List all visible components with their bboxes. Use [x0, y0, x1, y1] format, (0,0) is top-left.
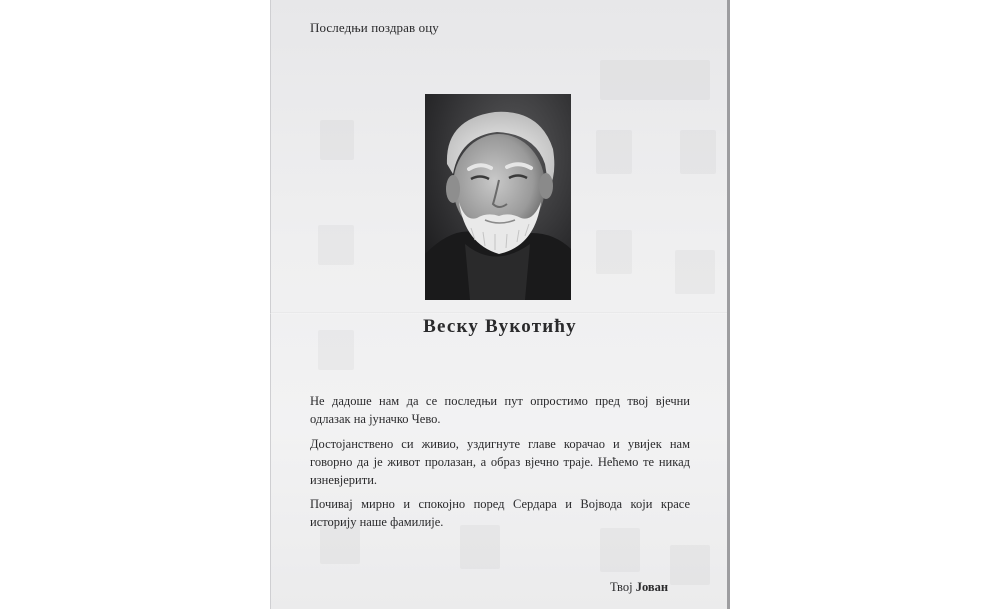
- paragraph-3: Почивај мирно и спокојно поред Сердара и Војвода који красе историју наше фамилије.: [310, 497, 690, 529]
- bleed-through-right-4: [596, 230, 632, 274]
- portrait-photo: [425, 94, 571, 300]
- paragraph-2: Достојанствено си живио, уздигнуте главе корачао и увијек нам говорно да је живот пролазан, а образ вјечно траје. Нећемо те никад изневјерити.: [310, 437, 690, 487]
- header-text: Последњи поздрав оцу: [310, 20, 439, 35]
- bleed-through-right-1: [600, 60, 710, 100]
- bleed-through-right-5: [675, 250, 715, 294]
- portrait-illustration: [425, 94, 571, 300]
- obituary-page: [270, 0, 730, 609]
- bleed-through-right-2: [596, 130, 632, 174]
- bleed-through-bottom-4: [670, 545, 710, 585]
- bleed-through-left-2: [318, 225, 354, 265]
- signature-prefix: Твој: [610, 580, 633, 594]
- paragraph-1: Не дадоше нам да се последњи пут опростимо пред твој вјечни одлазак на јуначко Чево.: [310, 394, 690, 426]
- bleed-through-bottom-2: [460, 525, 500, 569]
- bleed-through-left-1: [320, 120, 354, 160]
- paper-fold-line: [270, 312, 730, 314]
- bleed-through-bottom-3: [600, 528, 640, 572]
- paper-edge: [727, 0, 730, 609]
- signature: [610, 580, 668, 595]
- signature-name: Јован: [635, 580, 669, 594]
- bleed-through-right-3: [680, 130, 716, 174]
- deceased-name: Веску Вукотићу: [423, 316, 577, 337]
